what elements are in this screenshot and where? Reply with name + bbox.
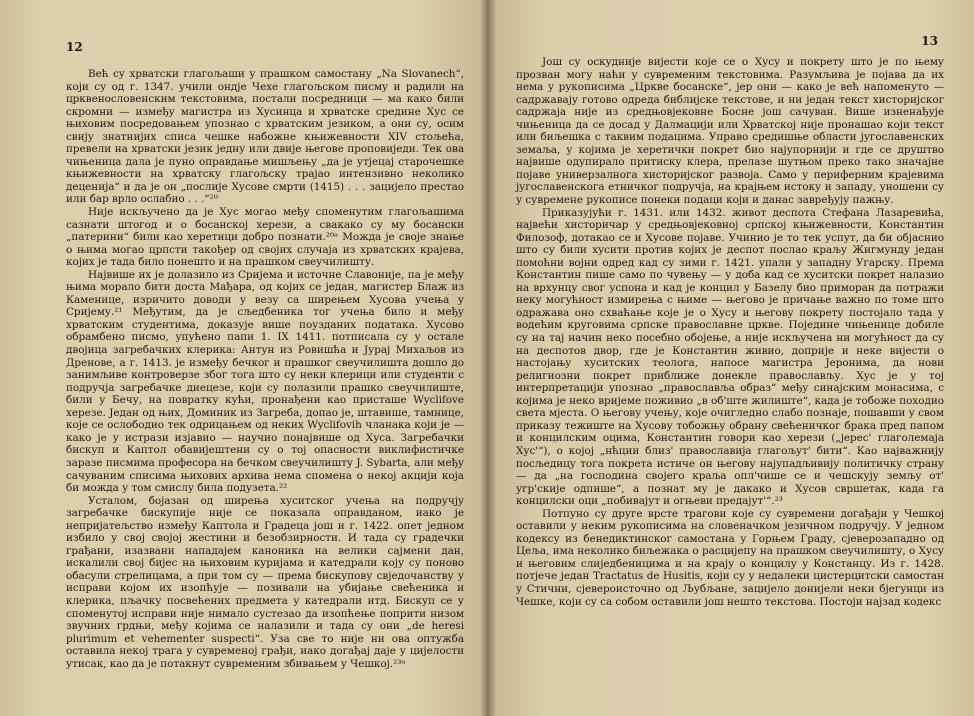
paragraph: Приказујући г. 1431. или 1432. живот деспота Стефана Лазаревића, највећи хисторичар у средњовјековној српској књижевности, Константин Филозоф, дотакао се и Хусове појаве. Учинио је то тек успут, да би објаснио што су били хусити против којих је деспот послао краљу Жигмунду један помоћни војни одред кад су зими г. 1421. упали у западну Угарску. Према Константин пише само по чувењу — у доба кад се хуситски покрет налазио на врхунцу свог успона и кад је концил у Базелу био приморан да потражи неку могућност измирења с њиме — његово је причање важно по томе што одражава оно схваћање које је о Хусу и његову покрету постојало тада у водећим круговима српске православне цркве. Поједине чињенице добиле су на тај начин нeко посебно обојење, а није искључена ни могућност да су на деспотов двор, где је Константин живио, доприје и неке вијести о настојању хуситских теолога, напосе магистра Јеронима, да нови религиозни покрет приближе донекле православљу. Хус је у тој интерпретацији упознао „православља образ“ међу синајским монасима, с којима је неко вријеме поживио „в об'ште жилиште“, када је тобоже походио света мјеста. О његову учењу, које очигледно слабо познаје, пошавши у свом приказу тежиште на Хусову тобожњу обрану свећеничког брака пред папом и концилским оцима, Константин говори као херези („јерес' глаголемаја Хус'“), о којој „нћции близ' православија глагољут' бити“. Као најважнију посљедицу тога покрета истиче он његову најупадљивију политичку страну — да „на господина својего краља опл'чише се и чешскују земљу от' угр'скије одпише“, а познат му је дакако и Хусов свршетак, када га концилски оци „побивајут и огњеви предајут'“.²³ [516, 206, 944, 508]
paragraph: Није искључено да је Хус могао међу споменутим глагољашима сазнати штогод и о босанској херези, а свакако су му босански „патерини“ били као херетици добро познати.²⁰ᵃ Можда је своје знање о њима могао црпсти такођер од својих случаја из хрватских крајева, којих је тада било понешто и на прашком свеучилишту. [66, 206, 464, 269]
left-page-text [66, 68, 464, 670]
right-page [486, 0, 974, 716]
paragraph: Већ су хрватски глагољаши у прашком самостану „Na Slovanech“, који су од г. 1347. учили ондје Чехе глагољском писму и радили на црквенословенским текстовима, постали посредници — ма како били скромни — између магистра из Хусинца и хрватске средине Хус се њиховим посредовањем упознао с хрватским језиком, а они су, осим свију знатнијих списа чешке набожне књижевности XIV стољећа, превели на хрватски језик једну или двије његове проповиједи. Тек ова чињеница дала је пуно оправдање мишљењу „да је утјецај старочешке књижевности на хрватску глагољску трајао интензивно неколико деценија“ и да је он „послије Хусове смрти (1415) . . . зацијело престао или бар врло ослабио . . .“²⁰ [66, 68, 464, 206]
paragraph: Усталом, бојазан од ширења хуситског учења на подручју загребачке бискупије није се показала оправданом, иако је непријатељство између Каптола и Градеца још и г. 1422. опет једном избило у свој својој жестини и безобзирности. И тада су градечки грађани, изазвани нападајем каноника на велики сајмени дан, искалили свој бијес на њиховим куријама и катедрали коју су поново обасули стрелицама, а при том су — према бискупову свједочанству у исправи којом их изопћује — позивали на убијање свећеника и клерика, пљачку посвећених предмета у катедрали итд. Бискуп се у споменутој исправи није нимало сустезао да изопћење поприти низом звучних грдњи, међу којима се налазили и тада су они „de heresi plurimum et vehementer suspecti“. Уза све то није ни ова оптужба оставила некој трага у сувременој грађи, иако догађај даје у цијелости утисак, као да је потакнут сувременим збивањем у Чешкој.²³ᵃ [66, 494, 464, 670]
left-page [0, 0, 486, 716]
paragraph: Највише их је долазило из Сријема и источне Славоније, па је међу њима морало бити доста Мађара, од којих се један, магистер Блаж из Каменице, изричито доводи у везу са ширењем Хусова учења у Сријему.²¹ Међутим, да је сљедбеника тог учења било и међу хрватским студентима, доказује више поузданих података. Хусово обрамбено писмо, упућено папи 1. IX 1411. потписала су у остале двојица загребачких клерика: Антун из Ровишћа и Јурај Михаљов из Дренове, а г. 1413. је између бечког и прашког свеучилишта дошло до занимљиве контроверзе због тога што су неки клерици или студенти с подручја загребачке диецезе, који су полазили прашко свеучилиште, били у Бечу, на повратку кући, пронађени као присташе Wyclifove херезе. Један од њих, Доминик из Загреба, допао је, штавише, тамнице, које се ослободио тек одрицањем од неких Wyclifovih чланака који је — како је у истрази изјавио — научио понајвише од Хуса. Загребачки бискуп и Каптол обавијештени су о тој опасности виклифистичке заразе писмима професора на бечком свеучилишту J. Sybarta, али међу сачуваним списима њихових архива нема спомена о некој акцији која би можда у том смислу била подузета.²² [66, 268, 464, 495]
page-number-left: 12 [66, 40, 83, 54]
paragraph: Још су оскудније вијести које се о Хусу и покрету што је по њему прозван могу наћи у сувременим текстовима. Разумљива је појава да их нема у рукописима „Цркве босанске“, јер они — како је већ напоменуто — садржавају готово одреда библијске текстове, и ни један текст хисторијског садржаја није из средњовјековне Босне још сачуван. Више изненађује чињеница да се досад у Далмацији или Хрватској није пронашао који текст или биљешка с таквим подацима. Управо средишње области југославенских земаља, у којима је херетички покрет био најупорнији и где се друштво највише одупирало притиску клера, прелазе шутњом преко тако значајне појаве универзалнога хисторијског развоја. Само у периферним крајевима југославенскога етничког подручја, на крајњем истоку и западу, уношени су у сувремене рукописе понеки подаци који и данас завређују пажњу. [516, 56, 944, 207]
paragraph: Потпуно су друге врсте трагови које су сувремени догађаји у Чешкој оставили у неким рукописима на словеначком језичном подручју. У једном кодексу из бенедиктинског самостана у Горњем Граду, сјеверозападно од Цеља, има неколико биљежака о расцијепу на прашком свеучилишту, о Хусу и његовим слиједбеницима и на крају о концилу у Констанцу. Из г. 1428. потјече један Tractatus de Husitis, који су у недалеки цистерцитски самостан у Стични, сјеверoисточно од Љубљане, зацијело донијели неки бјегунци из Чешке, који су са собом оставили још нешто текстова. Постоји најзад кодекс [516, 507, 944, 608]
book-gutter [480, 0, 496, 716]
page-number-right: 13 [921, 34, 938, 48]
right-page-text [516, 56, 944, 608]
